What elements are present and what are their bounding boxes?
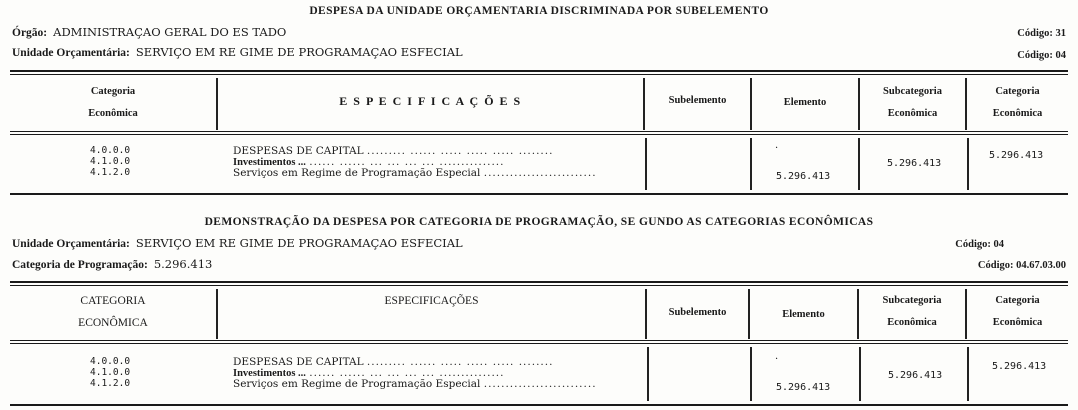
table1-vline — [645, 138, 647, 190]
header-elemento: Elemento — [783, 97, 827, 108]
table2-header-rule — [10, 340, 1068, 341]
table2-vline — [647, 347, 649, 401]
header-categoria-line1: Categoria — [90, 86, 136, 97]
spec-text: Investimentos ... — [233, 368, 306, 379]
unidade-code-2: Código: 04 — [955, 239, 1004, 250]
unidade-value-1: SERVIÇO EM RE GIME DE PROGRAMAÇAO ESFECIAL — [135, 45, 463, 59]
header-categoria-2 — [967, 81, 1068, 125]
table2-vline — [967, 347, 969, 401]
code-row: 4.1.0.0 — [90, 156, 131, 167]
header2-especificacoes: ESPECIFICAÇÕES — [384, 295, 479, 307]
unidade-label-2: Unidade Orçamentária: — [12, 238, 130, 250]
header-categoria2-line2: Econômica — [992, 108, 1043, 119]
table1-vline — [967, 138, 969, 190]
doc2-title: DEMONSTRAÇÃO DA DESPESA POR CATEGORIA DE PROGRAMAÇÃO, SE GUNDO AS CATEGORIAS ECONÔMICAS — [204, 216, 874, 228]
code-row: 4.1.2.0 — [90, 167, 131, 178]
spec-leader: ...... ...... ... ... ... ... ............... — [309, 156, 505, 168]
header2-subelemento: Subelemento — [668, 307, 727, 318]
code-row: 4.1.2.0 — [90, 378, 131, 389]
spec-leader: .......................... — [483, 378, 597, 390]
orgao-label: Órgão: — [12, 27, 48, 39]
table1-vline — [750, 138, 752, 190]
table1-bottom-rule — [10, 193, 1068, 195]
unidade-line-2 — [12, 236, 463, 250]
header2-categoria-line1: CATEGORIA — [80, 295, 146, 307]
header2-elemento: Elemento — [782, 309, 825, 320]
codes-column — [90, 145, 130, 178]
table2-vline — [750, 347, 752, 401]
spec-leader: .......................... — [483, 167, 597, 179]
spec-leader: ......... ...... ..... ..... ..... ........ — [366, 145, 554, 157]
table2-top-rule-thin — [10, 285, 1068, 286]
header2-categoria — [10, 290, 216, 334]
spec-text: Serviços em Regime de Programação Especial — [233, 378, 481, 390]
subcategoria-value: 5.296.413 — [887, 158, 942, 169]
header-categoria-line2: Econômica — [88, 108, 138, 119]
orgao-line — [12, 25, 286, 39]
header-subcategoria-line1: Subcategoria — [883, 86, 942, 97]
spec-text: Investimentos ... — [233, 157, 306, 168]
elemento-tick: · — [775, 143, 779, 154]
unidade-value-2: SERVIÇO EM RE GIME DE PROGRAMAÇAO ESFECIAL — [135, 236, 463, 250]
header2-categoria-line2: ECONÔMICA — [78, 317, 148, 329]
table2-vline — [859, 347, 861, 401]
elemento-value: 5.296.413 — [776, 171, 831, 182]
elemento-value-2: 5.296.413 — [776, 382, 831, 393]
codes-column-2 — [90, 356, 130, 389]
specs-column-2 — [233, 357, 597, 390]
header2-categoria2-line2: Econômica — [992, 317, 1043, 328]
header-subcategoria-line2: Econômica — [887, 108, 938, 119]
header2-subcategoria-line2: Econômica — [887, 317, 937, 328]
header-subcategoria — [860, 81, 965, 125]
spec-row — [233, 168, 597, 179]
spec-leader: ...... ...... ... ... ... ... ............... — [309, 367, 505, 379]
spec-row — [233, 379, 597, 390]
header-categoria — [10, 81, 216, 125]
header2-subcategoria-line1: Subcategoria — [882, 295, 942, 306]
specs-column — [233, 146, 597, 179]
header2-subcategoria — [859, 290, 965, 334]
header-especificacoes: E S P E C I F I C A Ç Õ E S — [339, 94, 522, 108]
categoria-value-2: 5.296.413 — [992, 361, 1047, 372]
table1-header-rule — [10, 131, 1068, 132]
unidade-line-1 — [12, 45, 463, 59]
header-categoria2-line1: Categoria — [995, 86, 1040, 97]
header-subelemento: Subelemento — [668, 95, 727, 106]
categoria-programacao-label: Categoria de Programação: — [12, 259, 148, 271]
header2-categoria2-line1: Categoria — [995, 295, 1040, 306]
code-row: 4.0.0.0 — [90, 145, 131, 156]
elemento-tick-2: · — [775, 354, 779, 365]
table1-header-rule-thin — [10, 134, 1068, 135]
header2-categoria-2 — [967, 290, 1068, 334]
table1-vline — [858, 138, 860, 190]
spec-leader: ......... ...... ..... ..... ..... ........ — [366, 356, 554, 368]
unidade-code-1: Código: 04 — [1017, 50, 1066, 61]
spec-text: Serviços em Regime de Programação Especial — [233, 167, 481, 179]
orgao-code: Código: 31 — [1017, 28, 1066, 39]
code-row: 4.1.0.0 — [90, 367, 131, 378]
categoria-programacao-code: Código: 04.67.03.00 — [977, 260, 1066, 271]
table1-top-rule — [10, 70, 1068, 72]
code-row: 4.0.0.0 — [90, 356, 131, 367]
unidade-label-1: Unidade Orçamentária: — [12, 47, 130, 59]
spec-text: DESPESAS DE CAPITAL — [233, 145, 364, 157]
doc1-title: DESPESA DA UNIDADE ORÇAMENTARIA DISCRIMINADA POR SUBELEMENTO — [309, 5, 769, 17]
subcategoria-value-2: 5.296.413 — [888, 370, 943, 381]
categoria-programacao-line — [12, 257, 212, 271]
categoria-value: 5.296.413 — [989, 150, 1044, 161]
spec-text: DESPESAS DE CAPITAL — [233, 356, 364, 368]
table1-top-rule-thin — [10, 74, 1068, 75]
table2-top-rule — [10, 281, 1068, 283]
table2-bottom-rule — [10, 404, 1068, 406]
table2-header-rule-thin — [10, 343, 1068, 344]
categoria-programacao-value: 5.296.413 — [153, 257, 213, 271]
orgao-value: ADMINISTRAÇAO GERAL DO ES TADO — [53, 25, 287, 39]
